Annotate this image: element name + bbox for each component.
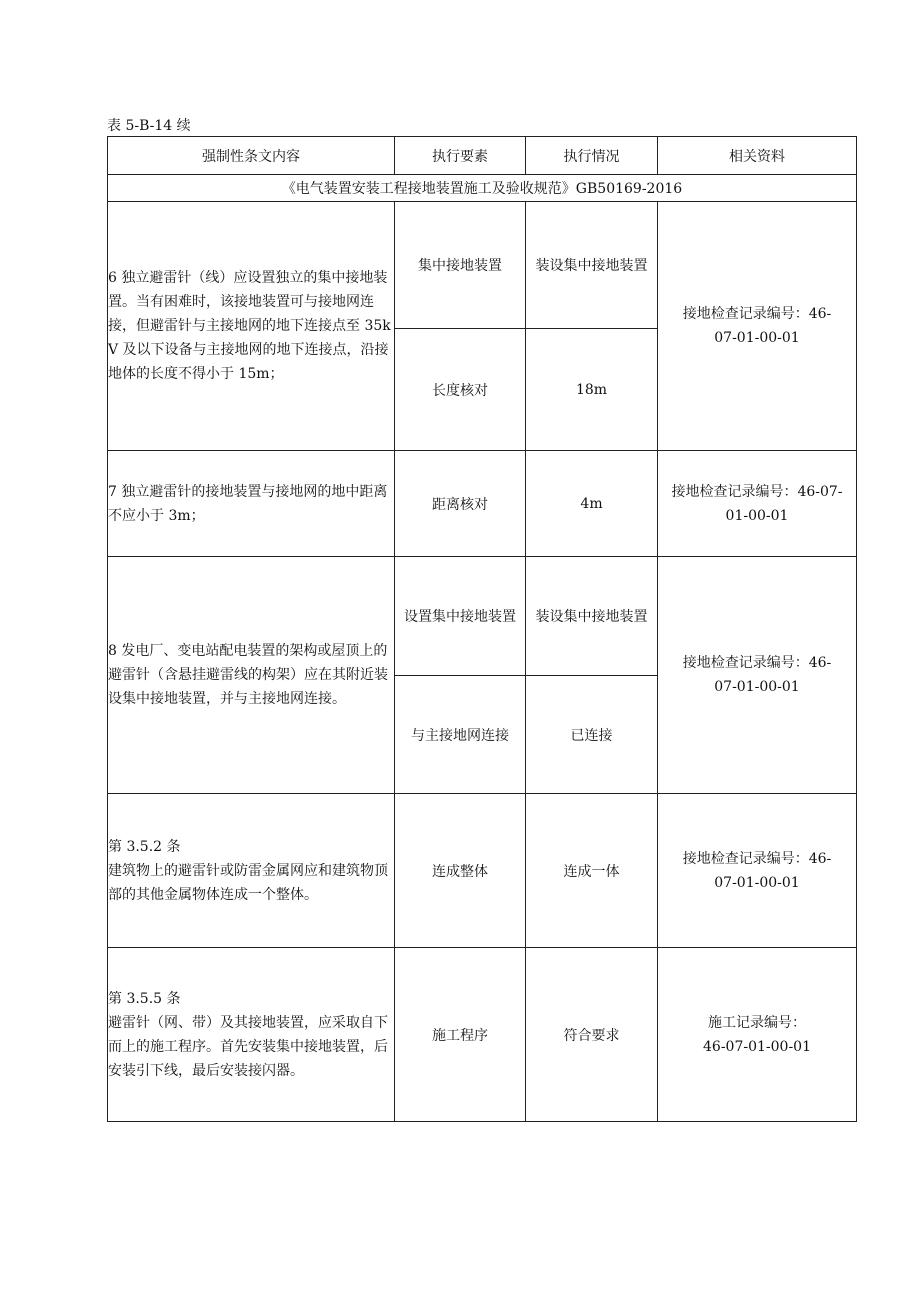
related-document [658,202,857,451]
table-row [108,451,857,557]
reference-line: 01-00-01 [725,507,789,524]
related-document [658,451,857,557]
header-execution-element: 执行要素 [395,137,526,175]
execution-element: 与主接地网连接 [395,676,526,794]
reference-line: 07-01-00-01 [714,330,800,346]
header-related-documents: 相关资料 [658,137,857,175]
execution-element: 施工程序 [395,948,526,1122]
table-caption: 表 5-B-14 续 [107,118,191,134]
execution-status: 装设集中接地装置 [526,557,658,676]
execution-status: 符合要求 [526,948,658,1122]
clause-text: 6 独立避雷针（线）应设置独立的集中接地装置。当有困难时，该接地装置可与接地网连接，但避雷针与主接地网的地下连接点至 35kV 及以下设备与主接地网的地下连接点，沿接地体的长度不得小于 15m； [108,202,395,451]
clause-title: 第 3.5.2 条 [108,838,181,855]
standard-title-row [108,175,857,202]
reference-line: 07-01-00-01 [714,679,800,695]
header-clause-content: 强制性条文内容 [108,137,395,175]
reference-line: 07-01-00-01 [714,874,800,891]
clause-text: 8 发电厂、变电站配电装置的架构或屋顶上的避雷针（含悬挂避雷线的构架）应在其附近装设集中接地装置，并与主接地网连接。 [108,557,395,794]
table-row [108,948,857,1122]
execution-status: 连成一体 [526,794,658,948]
execution-status: 装设集中接地装置 [526,202,658,329]
reference-line: 接地检查记录编号：46- [682,850,832,867]
header-execution-status: 执行情况 [526,137,658,175]
clause-cell [108,948,395,1122]
clause-text: 避雷针（网、带）及其接地装置，应采取自下而上的施工程序。首先安装集中接地装置，后安装引下线，最后安装接闪器。 [108,1014,388,1079]
standard-title: 《电气装置安装工程接地装置施工及验收规范》GB50169-2016 [108,175,857,202]
related-document [658,948,857,1122]
execution-element: 距离核对 [395,451,526,557]
execution-status: 4m [526,451,658,557]
execution-element: 连成整体 [395,794,526,948]
table-row [108,557,857,676]
execution-element: 设置集中接地装置 [395,557,526,676]
reference-line: 接地检查记录编号：46- [682,655,832,671]
reference-line: 46-07-01-00-01 [703,1038,811,1055]
table-header-row [108,137,857,175]
related-document [658,557,857,794]
execution-status: 18m [526,329,658,451]
clause-cell [108,794,395,948]
table-row [108,202,857,329]
execution-element: 长度核对 [395,329,526,451]
compliance-table [107,136,857,1122]
reference-line: 施工记录编号： [708,1014,806,1031]
execution-status: 已连接 [526,676,658,794]
clause-text: 建筑物上的避雷针或防雷金属网应和建筑物顶部的其他金属物体连成一个整体。 [108,862,388,903]
reference-line: 接地检查记录编号：46-07- [671,483,843,500]
clause-title: 第 3.5.5 条 [108,990,181,1007]
execution-element: 集中接地装置 [395,202,526,329]
clause-text: 7 独立避雷针的接地装置与接地网的地中距离不应小于 3m； [108,451,395,557]
table-row [108,794,857,948]
reference-line: 接地检查记录编号：46- [682,306,832,322]
related-document [658,794,857,948]
